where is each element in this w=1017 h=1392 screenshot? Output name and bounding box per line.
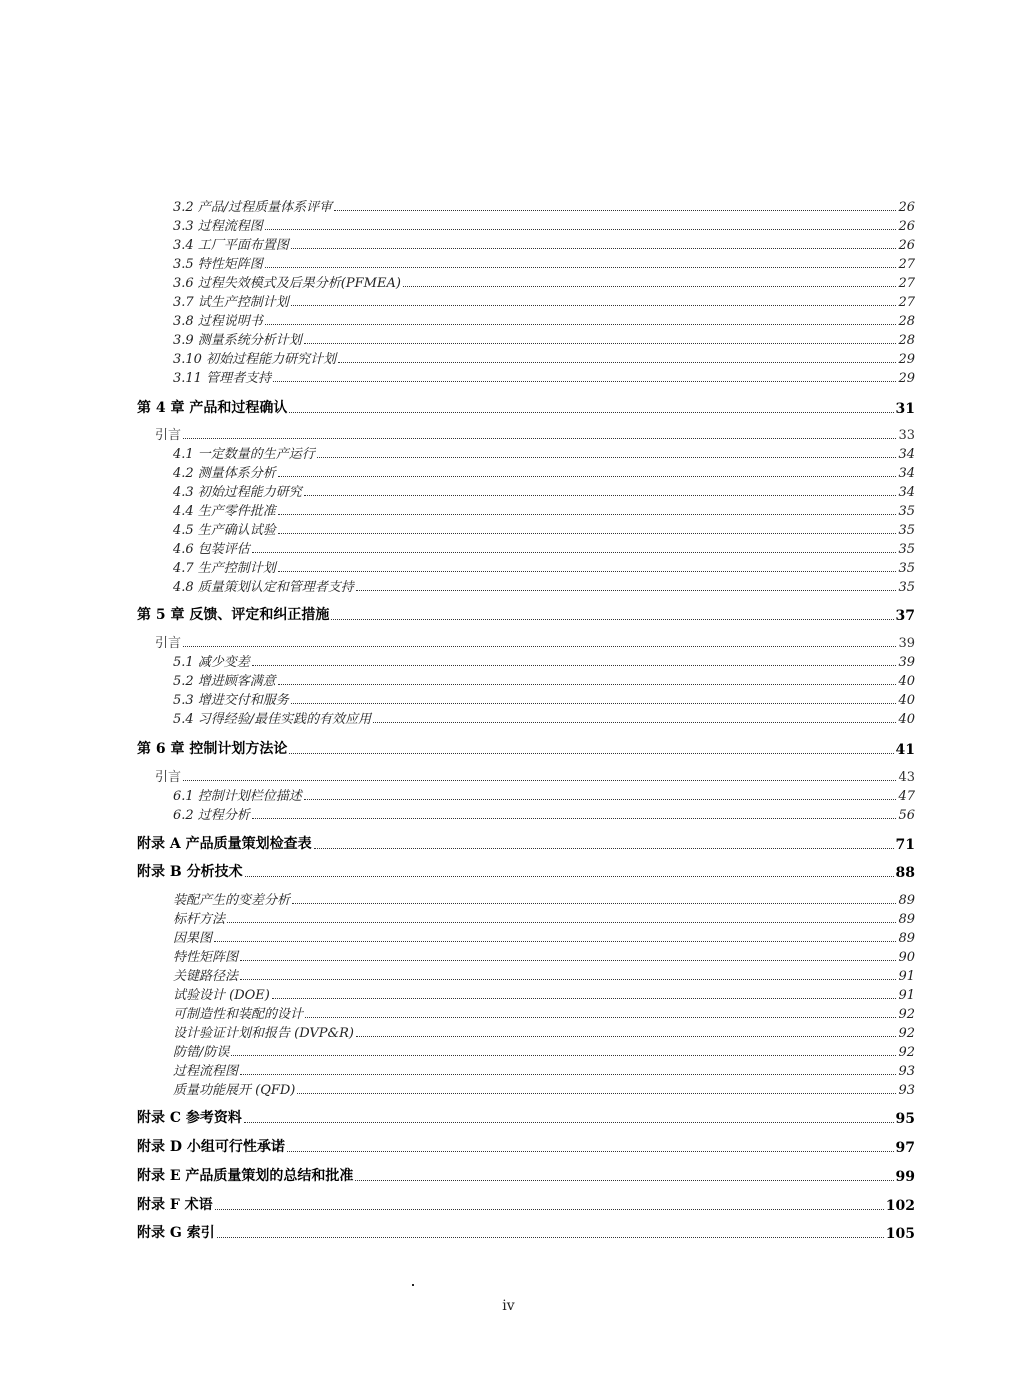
toc-page-number: 34 [898, 485, 915, 500]
toc-page-number: 35 [898, 523, 915, 538]
toc-page-number: 40 [898, 712, 915, 727]
dot-leader [289, 411, 893, 413]
toc-intro-entry[interactable] [155, 424, 915, 443]
toc-title: 4.5 生产确认试验 [173, 523, 276, 538]
toc-section-entry[interactable] [173, 908, 915, 927]
dot-leader [278, 532, 897, 534]
toc-section-entry[interactable] [173, 272, 915, 291]
toc-title: 质量功能展开 (QFD) [173, 1083, 296, 1098]
toc-section-entry[interactable] [173, 965, 915, 984]
toc-page-number: 39 [898, 655, 915, 670]
dot-leader [265, 266, 897, 268]
toc-title: 6.1 控制计划栏位描述 [173, 789, 302, 804]
toc-page-number: 105 [885, 1226, 915, 1242]
toc-section-entry[interactable] [173, 576, 915, 595]
page-number: iv [502, 1298, 515, 1314]
dot-leader [183, 645, 896, 647]
toc-title: 3.2 产品/过程质量体系评审 [173, 200, 333, 215]
toc-title: 附录 D 小组可行性承诺 [137, 1139, 285, 1155]
toc-page-number: 89 [898, 931, 915, 946]
toc-title: 3.11 管理者支持 [173, 371, 272, 386]
toc-section-entry[interactable] [173, 367, 915, 386]
dot-leader [297, 1092, 896, 1094]
toc-chapter-entry[interactable] [137, 861, 915, 881]
toc-title: 3.4 工厂平面布置图 [173, 238, 289, 253]
toc-page-number: 92 [898, 1045, 915, 1060]
toc-title: 引言 [155, 770, 182, 785]
dot-leader [356, 1035, 896, 1037]
toc-page-number: 92 [898, 1007, 915, 1022]
toc-section-entry[interactable] [173, 785, 915, 804]
dot-leader [240, 1073, 896, 1075]
toc-title: 4.7 生产控制计划 [173, 561, 276, 576]
dot-leader [292, 902, 896, 904]
toc-page-number: 27 [898, 276, 915, 291]
toc-title: 第 4 章 产品和过程确认 [137, 400, 288, 416]
toc-section-entry[interactable] [173, 234, 915, 253]
toc-page-number: 28 [898, 314, 915, 329]
dot-leader [183, 779, 896, 781]
toc-title: 3.10 初始过程能力研究计划 [173, 352, 337, 367]
dot-leader [252, 551, 897, 553]
dot-leader [217, 1236, 884, 1238]
toc-page-number: 35 [898, 561, 915, 576]
toc-title: 5.2 增进顾客满意 [173, 674, 276, 689]
toc-title: 防错/防误 [173, 1045, 230, 1060]
dot-leader [355, 1179, 893, 1181]
toc-section-entry[interactable] [173, 481, 915, 500]
toc-page-number: 91 [898, 969, 915, 984]
dot-leader [314, 847, 894, 849]
toc-page-number: 26 [898, 200, 915, 215]
toc-section-entry[interactable] [173, 557, 915, 576]
toc-title: 4.1 一定数量的生产运行 [173, 447, 315, 462]
toc-chapter-entry[interactable] [137, 397, 915, 417]
toc-section-entry[interactable] [173, 196, 915, 215]
toc-title: 附录 E 产品质量策划的总结和批准 [137, 1168, 354, 1184]
dot-leader [272, 997, 897, 999]
toc-page-number: 33 [898, 428, 915, 443]
toc-intro-entry[interactable] [155, 766, 915, 785]
toc-page-number: 37 [895, 608, 915, 624]
toc-section-entry[interactable] [173, 462, 915, 481]
toc-title: 3.3 过程流程图 [173, 219, 263, 234]
toc-title: 第 5 章 反馈、评定和纠正措施 [137, 607, 330, 623]
toc-title: 4.3 初始过程能力研究 [173, 485, 302, 500]
toc-section-entry[interactable] [173, 443, 915, 462]
dot-leader [331, 618, 893, 620]
toc-section-entry[interactable] [173, 291, 915, 310]
toc-page-number: 29 [898, 371, 915, 386]
dot-leader [289, 752, 893, 754]
toc-chapter-entry[interactable] [137, 1222, 915, 1242]
toc-title: 特性矩阵图 [173, 950, 239, 965]
toc-title: 3.7 试生产控制计划 [173, 295, 289, 310]
toc-title: 因果图 [173, 931, 213, 946]
dot-leader [287, 1150, 894, 1152]
toc-chapter-entry[interactable] [137, 604, 915, 624]
dot-leader [227, 921, 896, 923]
toc-page-number: 90 [898, 950, 915, 965]
toc-page-number: 27 [898, 257, 915, 272]
toc-section-entry[interactable] [173, 1041, 915, 1060]
toc-title: 3.6 过程失效模式及后果分析(PFMEA) [173, 276, 401, 291]
toc-title: 5.3 增进交付和服务 [173, 693, 289, 708]
toc-page-number: 35 [898, 504, 915, 519]
toc-section-entry[interactable] [173, 215, 915, 234]
dot-leader [304, 342, 897, 344]
toc-page-number: 93 [898, 1083, 915, 1098]
dot-leader [265, 323, 897, 325]
stray-dot [412, 1284, 414, 1286]
toc-page-number: 27 [898, 295, 915, 310]
dot-leader [304, 798, 897, 800]
toc-page-number: 88 [895, 865, 915, 881]
toc-section-entry[interactable] [173, 538, 915, 557]
toc-section-entry[interactable] [173, 804, 915, 823]
toc-chapter-entry[interactable] [137, 738, 915, 758]
toc-section-entry[interactable] [173, 889, 915, 908]
toc-title: 附录 G 索引 [137, 1225, 215, 1241]
dot-leader [245, 875, 894, 877]
toc-page-number: 41 [895, 742, 915, 758]
toc-title: 5.1 减少变差 [173, 655, 250, 670]
toc-section-entry[interactable] [173, 1079, 915, 1098]
toc-section-entry[interactable] [173, 689, 915, 708]
dot-leader [231, 1054, 896, 1056]
toc-title: 引言 [155, 428, 182, 443]
toc-title: 关键路径法 [173, 969, 239, 984]
dot-leader [356, 589, 897, 591]
toc-section-entry[interactable] [173, 984, 915, 1003]
toc-section-entry[interactable] [173, 708, 915, 727]
toc-title: 试验设计 (DOE) [173, 988, 270, 1003]
toc-page-number: 93 [898, 1064, 915, 1079]
toc-title: 4.8 质量策划认定和管理者支持 [173, 580, 354, 595]
toc-title: 装配产生的变差分析 [173, 893, 291, 908]
toc-section-entry[interactable] [173, 519, 915, 538]
toc-title: 3.8 过程说明书 [173, 314, 263, 329]
dot-leader [244, 1121, 894, 1123]
toc-page-number: 43 [898, 770, 915, 785]
toc-page-number: 35 [898, 580, 915, 595]
toc-page-number: 26 [898, 238, 915, 253]
dot-leader [334, 209, 896, 211]
dot-leader [403, 285, 897, 287]
toc-title: 引言 [155, 636, 182, 651]
toc-section-entry[interactable] [173, 310, 915, 329]
toc-page-number: 97 [895, 1140, 915, 1156]
toc-page-number: 89 [898, 912, 915, 927]
toc-page-number: 35 [898, 542, 915, 557]
toc-page-number: 102 [885, 1198, 915, 1214]
toc-page-number: 91 [898, 988, 915, 1003]
toc-title: 附录 C 参考资料 [137, 1110, 242, 1126]
dot-leader [278, 683, 897, 685]
toc-section-entry[interactable] [173, 1022, 915, 1041]
toc-title: 6.2 过程分析 [173, 808, 250, 823]
toc-page-number: 99 [895, 1169, 915, 1185]
dot-leader [252, 817, 897, 819]
toc-page-number: 26 [898, 219, 915, 234]
toc-title: 过程流程图 [173, 1064, 239, 1079]
toc-title: 4.6 包装评估 [173, 542, 250, 557]
dot-leader [278, 513, 897, 515]
toc-title: 第 6 章 控制计划方法论 [137, 741, 288, 757]
toc-title: 5.4 习得经验/最佳实践的有效应用 [173, 712, 372, 727]
toc-chapter-entry[interactable] [137, 833, 915, 853]
toc-chapter-entry[interactable] [137, 1136, 915, 1156]
toc-section-entry[interactable] [173, 348, 915, 367]
toc-title: 附录 A 产品质量策划检查表 [137, 836, 312, 852]
toc-section-entry[interactable] [173, 253, 915, 272]
toc-chapter-entry[interactable] [137, 1165, 915, 1185]
toc-title: 可制造性和装配的设计 [173, 1007, 304, 1022]
dot-leader [278, 475, 897, 477]
toc-title: 设计验证计划和报告 (DVP&R) [173, 1026, 354, 1041]
toc-page-number: 28 [898, 333, 915, 348]
toc-section-entry[interactable] [173, 1003, 915, 1022]
toc-section-entry[interactable] [173, 927, 915, 946]
toc-page-number: 40 [898, 674, 915, 689]
dot-leader [214, 940, 896, 942]
dot-leader [291, 247, 897, 249]
dot-leader [305, 1016, 896, 1018]
toc-section-entry[interactable] [173, 670, 915, 689]
toc-page-number: 92 [898, 1026, 915, 1041]
dot-leader [317, 456, 897, 458]
toc-section-entry[interactable] [173, 500, 915, 519]
toc-page-number: 34 [898, 466, 915, 481]
toc-page-number: 40 [898, 693, 915, 708]
dot-leader [252, 664, 897, 666]
dot-leader [240, 959, 896, 961]
dot-leader [265, 228, 897, 230]
toc-title: 3.5 特性矩阵图 [173, 257, 263, 272]
toc-title: 4.2 测量体系分析 [173, 466, 276, 481]
toc-section-entry[interactable] [173, 651, 915, 670]
toc-page-number: 39 [898, 636, 915, 651]
dot-leader [273, 380, 896, 382]
toc-chapter-entry[interactable] [137, 1194, 915, 1214]
dot-leader [215, 1208, 884, 1210]
toc-page-number: 47 [898, 789, 915, 804]
toc-title: 附录 F 术语 [137, 1197, 213, 1213]
dot-leader [291, 702, 897, 704]
toc-page-number: 31 [895, 401, 915, 417]
toc-title: 附录 B 分析技术 [137, 864, 243, 880]
toc-page-number: 95 [895, 1111, 915, 1127]
dot-leader [338, 361, 896, 363]
toc-title: 4.4 生产零件批准 [173, 504, 276, 519]
toc-page-number: 71 [895, 837, 915, 853]
toc-page-number: 56 [898, 808, 915, 823]
dot-leader [291, 304, 897, 306]
dot-leader [373, 721, 896, 723]
dot-leader [304, 494, 897, 496]
dot-leader [278, 570, 897, 572]
dot-leader [240, 978, 896, 980]
toc-title: 3.9 测量系统分析计划 [173, 333, 302, 348]
toc-section-entry[interactable] [173, 946, 915, 965]
toc-title: 标杆方法 [173, 912, 226, 927]
toc-chapter-entry[interactable] [137, 1107, 915, 1127]
toc-page-number: 29 [898, 352, 915, 367]
toc-page-number: 34 [898, 447, 915, 462]
toc-page-number: 89 [898, 893, 915, 908]
toc-intro-entry[interactable] [155, 632, 915, 651]
dot-leader [183, 437, 896, 439]
toc-section-entry[interactable] [173, 1060, 915, 1079]
toc-section-entry[interactable] [173, 329, 915, 348]
